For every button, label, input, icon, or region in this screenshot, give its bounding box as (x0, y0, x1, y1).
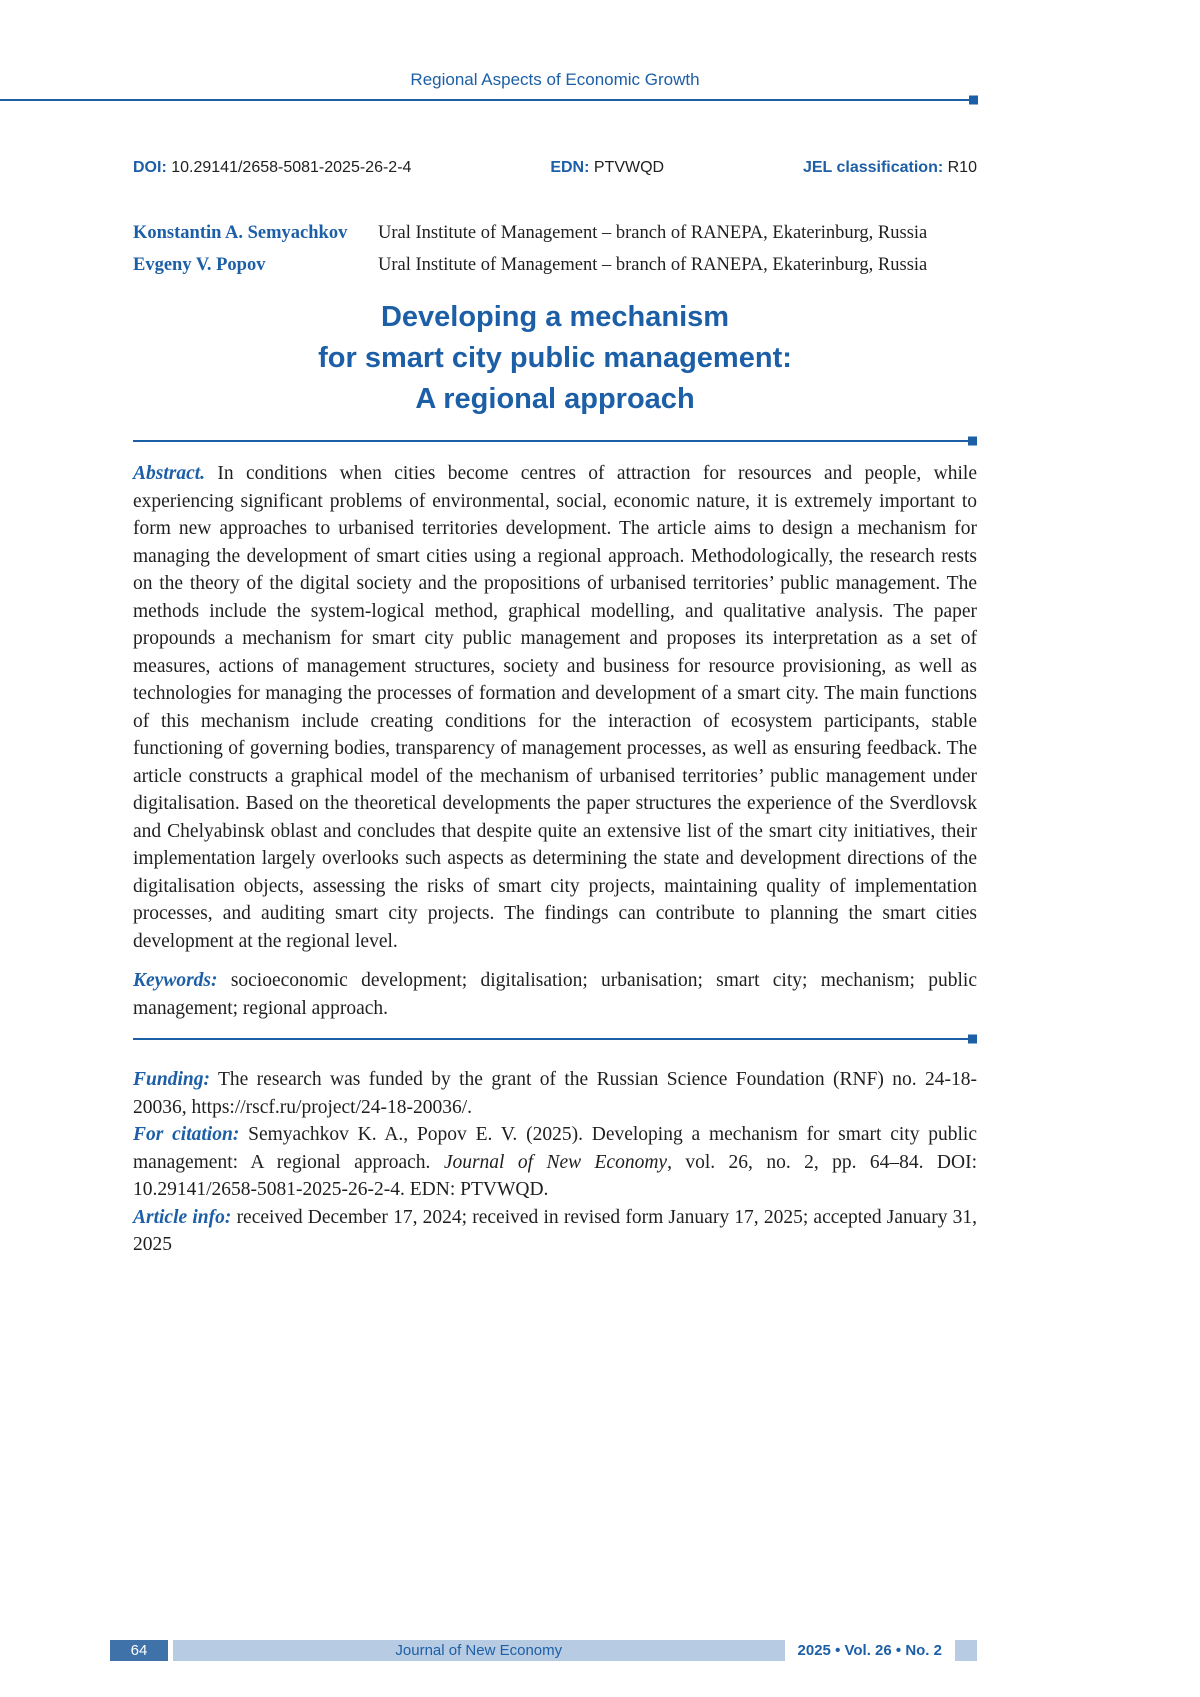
funding-label: Funding: (133, 1069, 210, 1090)
author-affiliation: Ural Institute of Management – branch of RANEPA, Ekaterinburg, Russia (378, 223, 928, 243)
funding-paragraph (133, 1066, 977, 1121)
keywords-rule (133, 1038, 977, 1040)
journal-name-bar (173, 1640, 785, 1661)
issue-info: 2025 • Vol. 26 • No. 2 (797, 1642, 942, 1659)
abstract-text: In conditions when cities become centres of attraction for resources and people, while experiencing significant problems of environmental, social, economic nature, it is extremely important to form new approaches to urbanised territories development. The article aims to design a mechanism for managing the development of smart cities using a regional approach. Methodologically, the research rests on the theory of the digital society and the propositions of urbanised territories’ public management. The methods include the system-logical method, graphical modelling, and qualitative analysis. The paper propounds a mechanism for smart city public management and proposes its interpretation as a set of measures, actions of management structures, society and business for resource provisioning, as well as technologies for managing the processes of formation and development of a smart city. The main functions of this mechanism include creating conditions for the interaction of ecosystem participants, stable functioning of governing bodies, transparency of management processes, as well as ensuring feedback. The article constructs a graphical model of the mechanism of urbanised territories’ public management under digitalisation. Based on the theoretical developments the paper structures the experience of the Sverdlovsk and Chelyabinsk oblast and concludes that despite quite an extensive list of the smart city initiatives, their implementation largely overlooks such aspects as determining the state and development directions of the digitalisation objects, assessing the risks of smart city projects, maintaining quality of implementation processes, and auditing smart city projects. The findings can contribute to planning the smart cities development at the regional level. (133, 463, 977, 952)
title-line: Developing a mechanism (380, 301, 730, 333)
citation-journal-name: Journal of New Economy (443, 1151, 668, 1173)
edn-label: EDN: (550, 159, 590, 176)
rule-end-square (969, 96, 978, 105)
top-rule (0, 99, 978, 101)
page-body (133, 159, 977, 1259)
title-line: for smart city public management: (318, 342, 792, 374)
info-block (133, 1066, 977, 1259)
citation-text-before: Semyachkov K. A., Popov E. V. (2025). Developing a mechanism for smart city public management: A regional approach. (133, 1124, 978, 1173)
author-affiliation: Ural Institute of Management – branch of RANEPA, Ekaterinburg, Russia (378, 255, 928, 275)
doi-label: DOI: (133, 159, 167, 176)
jel-value: R10 (947, 159, 977, 176)
rule-end-square (968, 1035, 977, 1044)
article-info-paragraph (133, 1204, 977, 1259)
doi (133, 159, 411, 177)
footer (110, 1640, 977, 1661)
article-title (133, 297, 977, 420)
edn (550, 159, 664, 177)
keywords-paragraph (133, 967, 977, 1022)
author-row (133, 249, 977, 281)
keywords-text: socioeconomic development; digitalisation; urbanisation; smart city; mechanism; public management; regional approach. (133, 970, 978, 1019)
author-name: Konstantin A. Semyachkov (133, 223, 348, 243)
abstract-label: Abstract. (133, 463, 206, 484)
running-head: Regional Aspects of Economic Growth (410, 70, 700, 89)
article-info-text: received December 17, 2024; received in revised form January 17, 2025; accepted January 31, 2025 (133, 1206, 978, 1255)
doi-value: 10.29141/2658-5081-2025-26-2-4 (171, 159, 412, 176)
funding-text: The research was funded by the grant of the Russian Science Foundation (RNF) no. 24-18-20036, https://rscf.ru/project/24-18-20036/. (133, 1069, 977, 1118)
citation-text-after: , vol. 26, no. 2, pp. 64–84. DOI: 10.29141/2658-5081-2025-26-2-4. EDN: PTVWQD. (133, 1151, 978, 1200)
author-name: Evgeny V. Popov (133, 255, 266, 275)
article-info-label: Article info: (133, 1206, 232, 1228)
keywords-label: Keywords: (133, 970, 218, 991)
edn-value: PTVWQD (593, 159, 665, 176)
citation-label: For citation: (133, 1124, 240, 1145)
citation-paragraph (133, 1121, 977, 1204)
journal-name: Journal of New Economy (395, 1642, 563, 1659)
jel-classification (803, 159, 977, 177)
abstract-paragraph (133, 460, 977, 955)
footer-end-square (955, 1640, 977, 1661)
running-head-section (0, 0, 1200, 101)
jel-label: JEL classification: (802, 159, 944, 176)
page-number: 64 (110, 1640, 168, 1661)
title-rule (133, 440, 977, 442)
authors-block (133, 217, 977, 281)
author-row (133, 217, 977, 249)
title-line: A regional approach (415, 383, 695, 415)
rule-end-square (968, 437, 977, 446)
meta-row (133, 159, 977, 177)
